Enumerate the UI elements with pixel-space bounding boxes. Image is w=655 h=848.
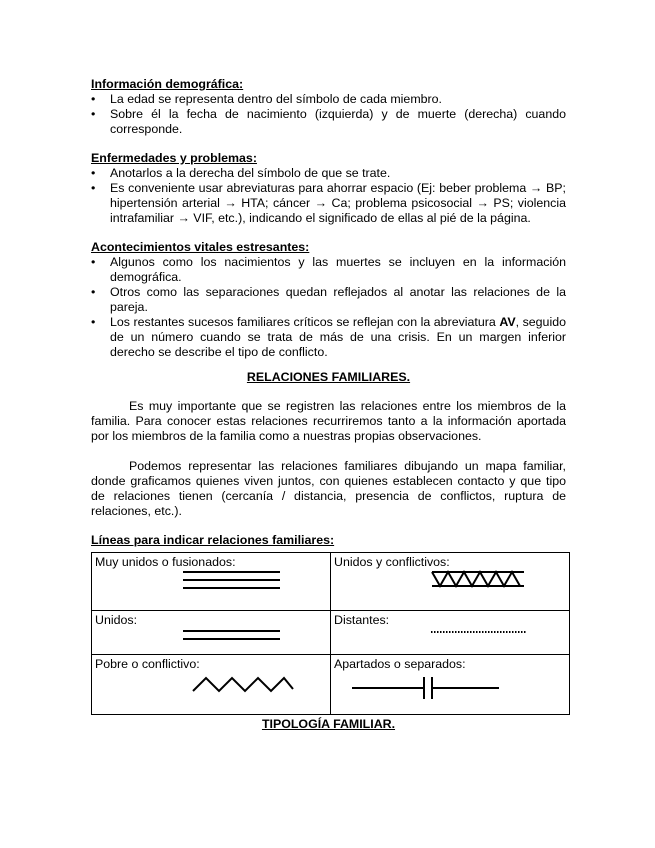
list-item [91,315,566,360]
list-item [91,166,566,181]
document-page [91,77,566,732]
cell-unidos-conflictivos [331,553,570,611]
zigzag-between-lines-icon [334,569,564,595]
dotted-line-icon [334,627,564,647]
list-item [91,285,566,315]
bullet-icon: • [91,166,96,180]
list-item-text: Sobre él la fecha de nacimiento (izquierda) y de muerte (derecha) cuando corresponde. [110,107,566,136]
section-heading-lineas: Líneas para indicar relaciones familiares: [91,533,335,547]
separated-line-icon [334,671,564,701]
cell-pobre-conflictivo [92,655,331,715]
list-item-text: Anotarlos a la derecha del símbolo de que se trate. [110,166,391,180]
section-heading-enfermedades: Enfermedades y problemas: [91,151,257,165]
cell-unidos [92,611,331,655]
list-item [91,92,566,107]
label-pobre-conflictivo: Pobre o conflictivo: [95,657,200,671]
paragraph-relaciones-2: Podemos representar las relaciones familiares dibujando un mapa familiar, donde graficamos quienes viven juntos, con quienes establecen contacto y que tipo de relaciones tienen (cercanía / distancia, presencia de conflictos, ruptura de relaciones, etc.). [91,459,566,518]
label-unidos-conflictivos: Unidos y conflictivos: [334,555,450,569]
list-item-text-start: Los restantes sucesos familiares críticos se reflejan con la abreviatura [110,315,500,329]
abbreviation-av: AV [499,315,516,329]
bullet-icon: • [91,181,96,195]
list-item-text: La edad se representa dentro del símbolo de cada miembro. [110,92,442,106]
cell-muy-unidos [92,553,331,611]
title-relaciones-familiares: RELACIONES FAMILIARES. [246,370,411,384]
label-muy-unidos: Muy unidos o fusionados: [95,555,236,569]
list-acontecimientos [91,255,566,360]
zigzag-line-icon [95,671,325,701]
table-row [92,553,570,611]
cell-distantes [331,611,570,655]
cell-apartados [331,655,570,715]
label-unidos: Unidos: [95,613,138,627]
list-item-text: Otros como las separaciones quedan reflejados al anotar las relaciones de la pareja. [110,285,566,314]
bullet-icon: • [91,315,96,329]
paragraph-relaciones-1: Es muy importante que se registren las relaciones entre los miembros de la familia. Para conocer estas relaciones recurriremos tanto a la información aportada por los miembros de la familia como a nuestras propias observaciones. [91,399,566,443]
double-line-icon [95,627,325,647]
bullet-icon: • [91,255,96,269]
section-heading-acontecimientos: Acontecimientos vitales estresantes: [91,240,310,254]
list-item-text: Es conveniente usar abreviaturas para ahorrar espacio (Ej: beber problema → BP; hipertensión arterial → HTA; cáncer → Ca; problema psicosocial → PS; violencia intrafamiliar → VIF, etc.), indicando el significado de ellas al pié de la página. [110,181,566,225]
label-apartados: Apartados o separados: [334,657,466,671]
table-row [92,611,570,655]
list-item [91,255,566,285]
list-enfermedades [91,166,566,226]
section-heading-demografica: Información demográfica: [91,77,244,91]
list-demografica [91,92,566,137]
bullet-icon: • [91,92,96,106]
list-item [91,107,566,137]
list-item-text: Algunos como los nacimientos y las muertes se incluyen en la información demográfica. [110,255,566,284]
label-distantes: Distantes: [334,613,390,627]
bullet-icon: • [91,107,96,121]
list-item-text-end: , seguido de un número cuando se trata de más de una crisis. En un margen inferior derecho se describe el tipo de conflicto. [110,315,566,359]
bullet-icon: • [91,285,96,299]
relations-lines-table [91,552,570,715]
triple-line-icon [95,569,325,595]
table-row [92,655,570,715]
title-tipologia-familiar: TIPOLOGÍA FAMILIAR. [261,717,396,731]
list-item [91,181,566,226]
